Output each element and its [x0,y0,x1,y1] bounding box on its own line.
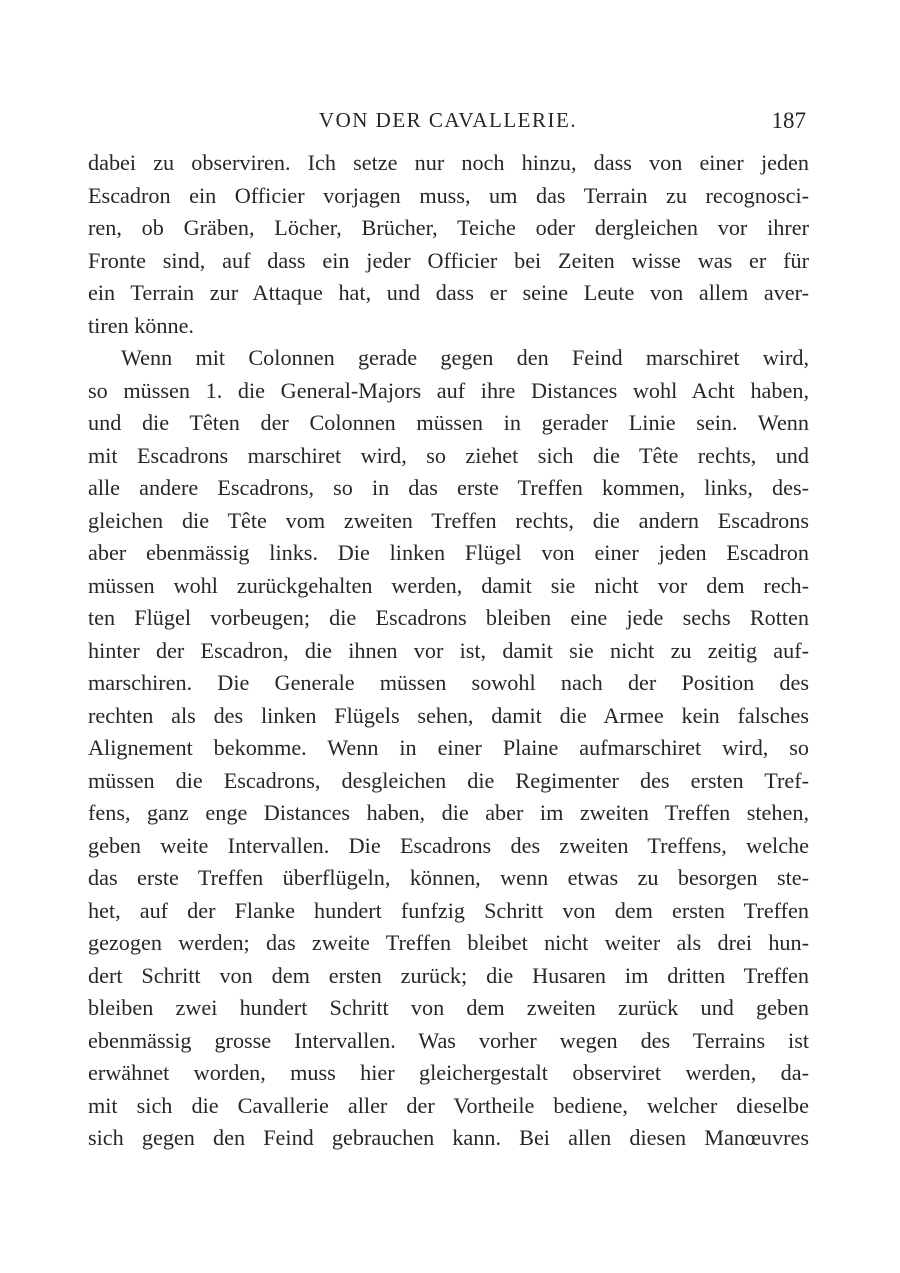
running-title: VON DER CAVALLERIE. [318,108,578,132]
text-line: ebenmässig grosse Intervallen. Was vorher wegen des Terrains ist [88,1027,809,1053]
text-line: Escadron ein Officier vorjagen muss, um das Terrain zu recognosci- [88,182,809,208]
text-line: dert Schritt von dem ersten zurück; die Husaren im dritten Treffen [88,962,809,988]
running-head [88,108,808,142]
text-line: tiren könne. [88,312,194,338]
text-line: mit Escadrons marschiret wird, so ziehet sich die Tête rechts, und [88,442,809,468]
text-line: erwähnet worden, muss hier gleichergestalt observiret werden, da- [88,1060,809,1085]
text-line: und die Têten der Colonnen müssen in gerader Linie sein. Wenn [88,410,809,435]
text-line: Wenn mit Colonnen gerade gegen den Feind marschiret wird, [121,345,809,370]
text-line: geben weite Intervallen. Die Escadrons des zweiten Treffens, welche [88,832,809,858]
text-line: rechten als des linken Flügels sehen, damit die Armee kein falsches [88,702,809,728]
page-number: 187 [771,108,806,133]
text-line: Fronte sind, auf dass ein jeder Officier bei Zeiten wisse was er für [88,247,809,273]
text-line: müssen wohl zurückgehalten werden, damit sie nicht vor dem rech- [88,572,809,598]
text-line: hinter der Escadron, die ihnen vor ist, damit sie nicht zu zeitig auf- [88,637,809,663]
text-line: sich gegen den Feind gebrauchen kann. Bei allen diesen Manœuvres [88,1125,809,1150]
text-line: ein Terrain zur Attaque hat, und dass er seine Leute von allem aver- [88,280,809,305]
body-text [88,147,809,1155]
text-line: ren, ob Gräben, Löcher, Brücher, Teiche oder dergleichen vor ihrer [88,215,809,240]
text-line: müssen die Escadrons, desgleichen die Regimenter des ersten Tref- [88,767,809,793]
text-line: gleichen die Tête vom zweiten Treffen rechts, die andern Escadrons [88,507,809,533]
text-line: het, auf der Flanke hundert funfzig Schritt von dem ersten Treffen [88,897,809,923]
text-line: das erste Treffen überflügeln, können, wenn etwas zu besorgen ste- [88,865,809,890]
text-line: Alignement bekomme. Wenn in einer Plaine aufmarschiret wird, so [88,735,809,760]
text-line: bleiben zwei hundert Schritt von dem zweiten zurück und geben [88,995,809,1020]
text-line: so müssen 1. die General-Majors auf ihre Distances wohl Acht haben, [88,377,809,403]
text-line: marschiren. Die Generale müssen sowohl nach der Position des [88,670,809,695]
text-line: mit sich die Cavallerie aller der Vortheile bediene, welcher dieselbe [88,1092,809,1118]
text-line: fens, ganz enge Distances haben, die aber im zweiten Treffen stehen, [88,800,809,825]
text-line: gezogen werden; das zweite Treffen bleibet nicht weiter als drei hun- [88,930,809,955]
paragraph [88,342,809,1155]
paragraph [88,147,809,342]
text-line: alle andere Escadrons, so in das erste Treffen kommen, links, des- [88,475,809,500]
text-line: aber ebenmässig links. Die linken Flügel von einer jeden Escadron [88,540,809,565]
text-line: dabei zu observiren. Ich setze nur noch hinzu, dass von einer jeden [88,150,809,175]
text-line: ten Flügel vorbeugen; die Escadrons bleiben eine jede sechs Rotten [88,605,809,630]
